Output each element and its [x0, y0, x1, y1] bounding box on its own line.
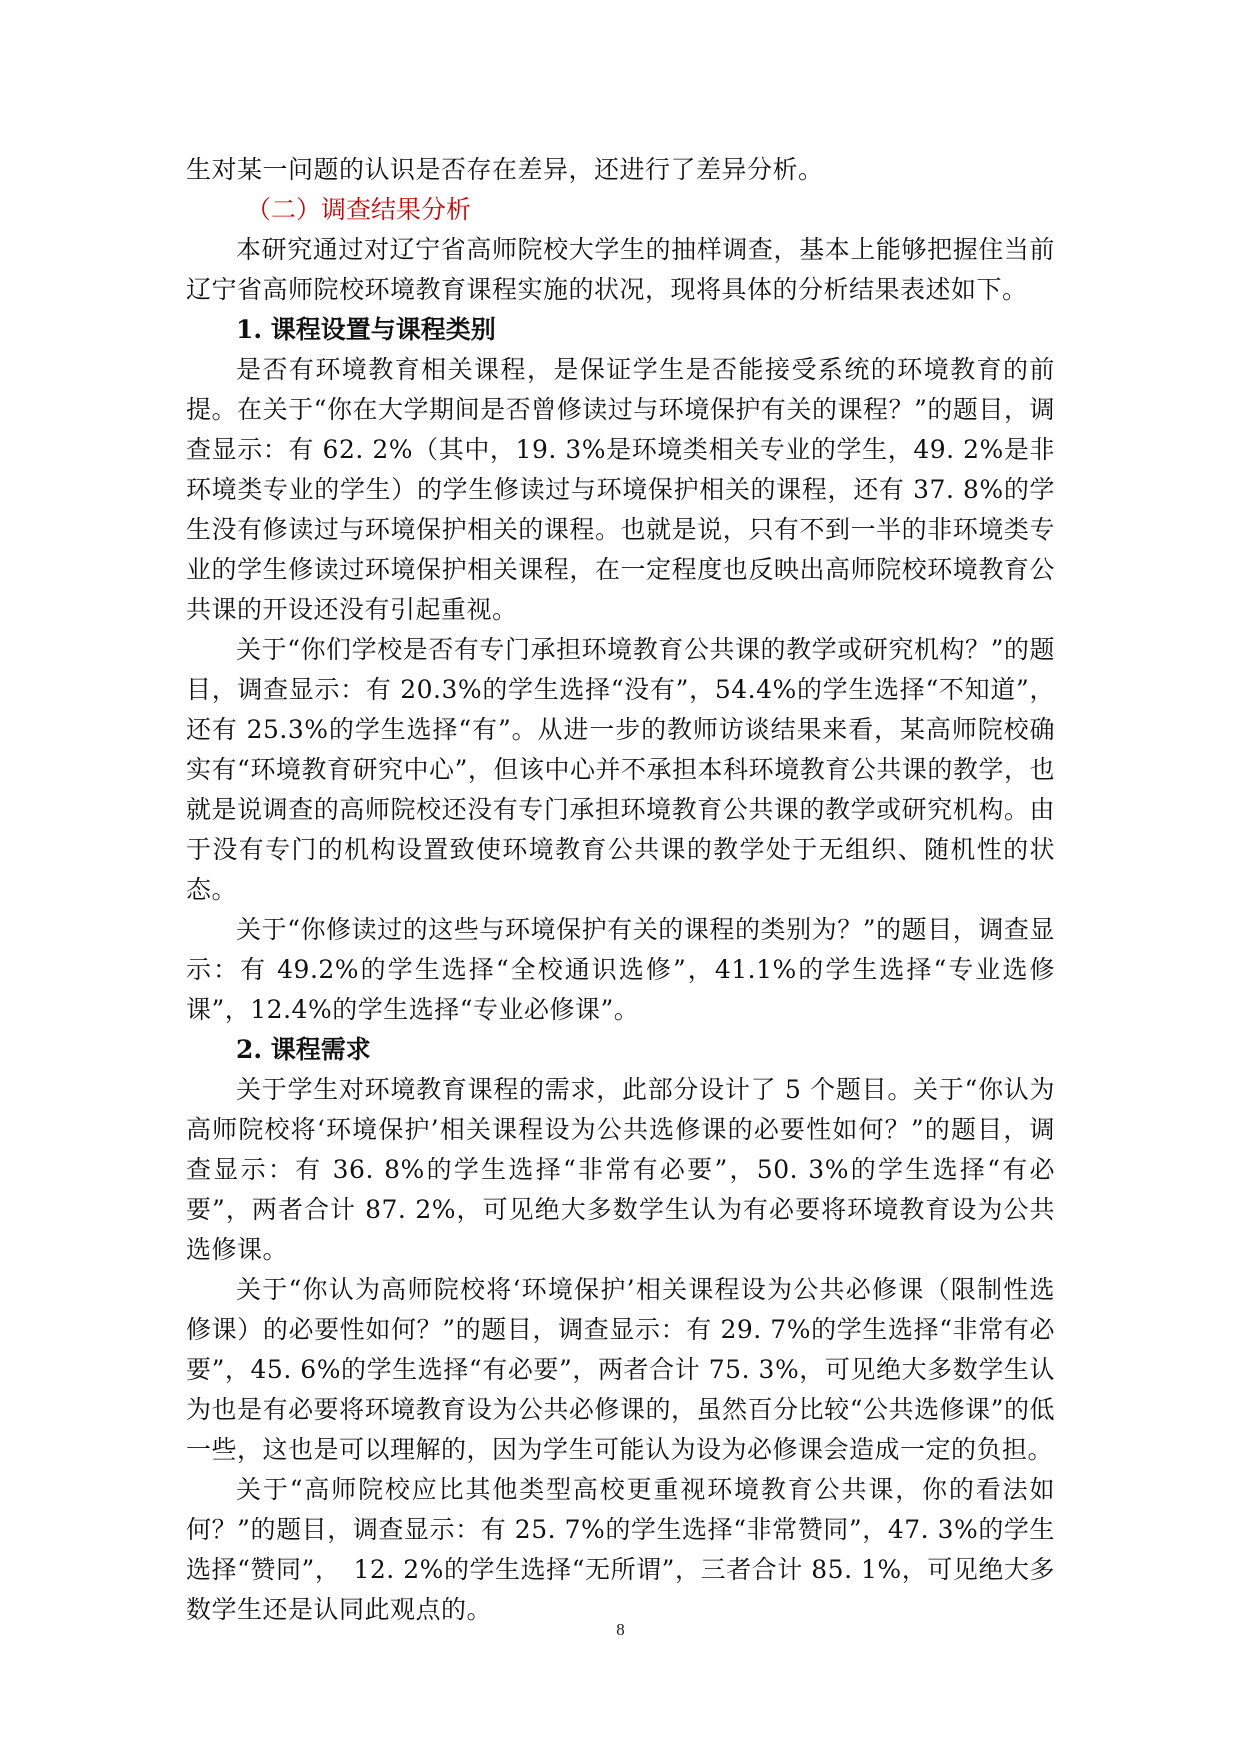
- body-paragraph: 关于学生对环境教育课程的需求，此部分设计了 5 个题目。关于“你认为高师院校将‘环境保护’相关课程设为公共选修课的必要性如何？”的题目，调查显示：有 36. 8%的学生选择“非常有必要”，50. 3%的学生选择“有必要”，两者合计 87. 2%，可见绝大多数学生认为有必要将环境教育设为公共选修课。: [186, 1075, 1055, 1264]
- subsection-heading: 1. 课程设置与课程类别: [236, 315, 496, 344]
- body-paragraph: 关于“你修读过的这些与环境保护有关的课程的类别为？”的题目，调查显示：有 49.2%的学生选择“全校通识选修”，41.1%的学生选择“专业选修课”，12.4%的学生选择“专业必修课”。: [186, 915, 1055, 1024]
- page-number: 8: [616, 1620, 625, 1639]
- continuation-paragraph: 生对某一问题的认识是否存在差异，还进行了差异分析。: [186, 155, 824, 184]
- section-heading: （二）调查结果分析: [246, 195, 472, 224]
- subsection-heading: 2. 课程需求: [236, 1035, 371, 1064]
- body-paragraph: 关于“你们学校是否有专门承担环境教育公共课的教学或研究机构？”的题目，调查显示：有 20.3%的学生选择“没有”，54.4%的学生选择“不知道”，还有 25.3%的学生选择“有”。从进一步的教师访谈结果来看，某高师院校确实有“环境教育研究中心”，但该中心并不承担本科环境教育公共课的教学，也就是说调查的高师院校还没有专门承担环境教育公共课的教学或研究机构。由于没有专门的机构设置致使环境教育公共课的教学处于无组织、随机性的状态。: [186, 635, 1055, 904]
- body-paragraph: 关于“高师院校应比其他类型高校更重视环境教育公共课，你的看法如何？”的题目，调查显示：有 25. 7%的学生选择“非常赞同”，47. 3%的学生选择“赞同”， 12. 2%的学生选择“无所谓”，三者合计 85. 1%，可见绝大多数学生还是认同此观点的。: [186, 1475, 1055, 1624]
- body-paragraph: 关于“你认为高师院校将‘环境保护’相关课程设为公共必修课（限制性选修课）的必要性如何？”的题目，调查显示：有 29. 7%的学生选择“非常有必要”，45. 6%的学生选择“有必要”，两者合计 75. 3%，可见绝大多数学生认为也是有必要将环境教育设为公共必修课的，虽然百分比较“公共选修课”的低一些，这也是可以理解的，因为学生可能认为设为必修课会造成一定的负担。: [186, 1275, 1055, 1464]
- body-paragraph: 本研究通过对辽宁省高师院校大学生的抽样调查，基本上能够把握住当前辽宁省高师院校环境教育课程实施的状况，现将具体的分析结果表述如下。: [186, 235, 1055, 304]
- body-paragraph: 是否有环境教育相关课程，是保证学生是否能接受系统的环境教育的前提。在关于“你在大学期间是否曾修读过与环境保护有关的课程？”的题目，调查显示：有 62. 2%（其中，19. 3%是环境类相关专业的学生，49. 2%是非环境类专业的学生）的学生修读过与环境保护相关的课程，还有 37. 8%的学生没有修读过与环境保护相关的课程。也就是说，只有不到一半的非环境类专业的学生修读过环境保护相关课程，在一定程度也反映出高师院校环境教育公共课的开设还没有引起重视。: [186, 355, 1055, 624]
- document-body: [186, 150, 1055, 1630]
